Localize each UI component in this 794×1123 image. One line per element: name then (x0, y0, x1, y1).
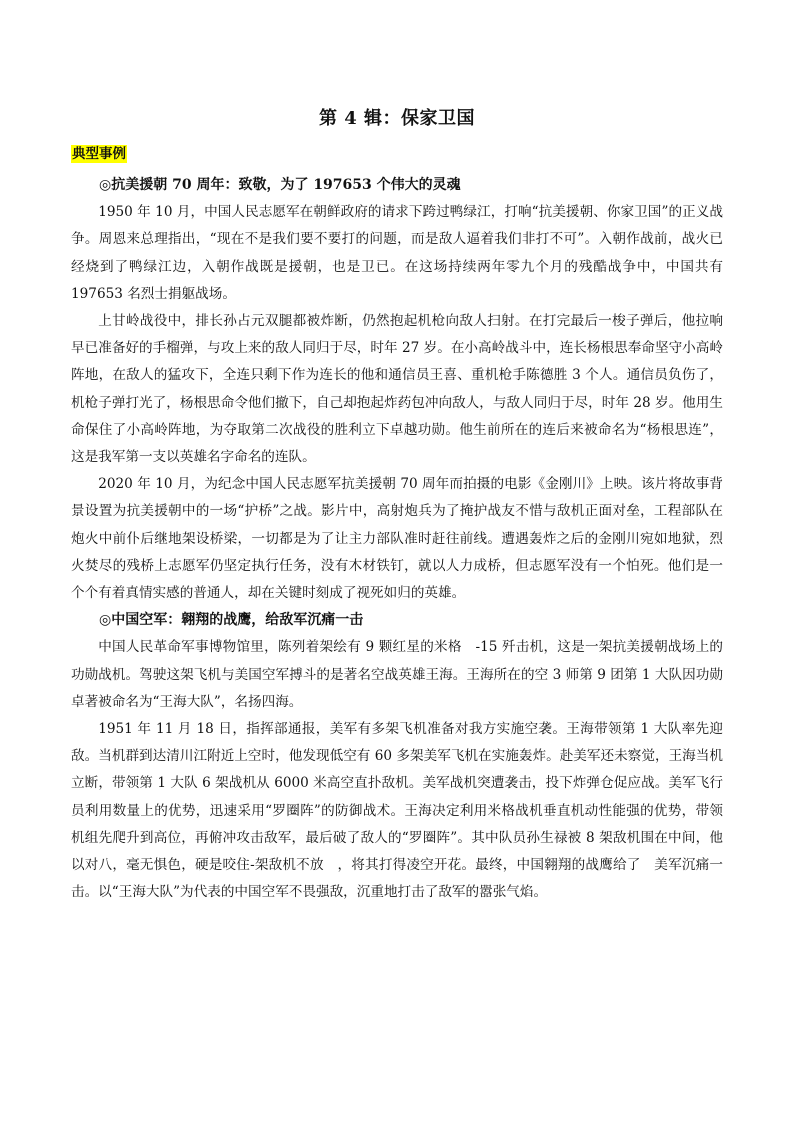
paragraph-5: 1951 年 11 月 18 日，指挥部通报，美军有多架飞机准备对我方实施空袭。王海带领第 1 大队率先迎敌。当机群到达清川江附近上空时，他发现低空有 60 多架美军飞机在实施轰炸。赴美军还未察觉，王海当机立断，带领第 1 大队 6 架战机从 6000 米高空直扑敌机。美军战机突遭袭击，投下炸弹仓促应战。美军飞行员利用数量上的优势，迅速采用“罗圈阵”的防御战术。王海决定利用米格战机垂直机动性能强的优势，带领机组先爬升到高位，再俯冲攻击敌军，最后破了敌人的“罗圈阵”。其中队员孙生禄被 8 架敌机围在中间，他以对八，毫无惧色，硬是咬住-架敌机不放 ，将其打得凌空开花。最终，中国翱翔的战鹰给了 美军沉痛一击。以“王海大队”为代表的中国空军不畏强敌，沉重地打击了敌军的嚣张气焰。 (71, 721, 723, 901)
paragraph-1: 1950 年 10 月，中国人民志愿军在朝鲜政府的请求下跨过鸭绿江，打响“抗美援朝、你家卫国”的正义战争。周恩来总理指出，“现在不是我们要不要打的问题，而是敌人逼着我们非打不可”。入朝作战前，战火已经烧到了鸭绿江边，入朝作战既是援朝，也是卫已。在这场持续两年零九个月的残酷战争中，中国共有 197653 名烈士捐躯战场。 (71, 204, 723, 302)
page-title: 第 4 辑：保家卫国 (318, 108, 476, 129)
section-heading-1: ◎抗美援朝 70 周年：致敬，为了 197653 个伟大的灵魂 (99, 177, 461, 193)
section-tag-highlight: 典型事例 (72, 146, 126, 162)
paragraph-4: 中国人民革命军事博物馆里，陈列着架绘有 9 颗红星的米格 -15 歼击机，这是一架抗美援朝战场上的功勋战机。驾驶这架飞机与美国空军搏斗的是著名空战英雄王海。王海所在的空 3 师第 9 团第 1 大队因功勋卓著被命名为“王海大队”，名扬四海。 (71, 639, 723, 710)
section-heading-2: ◎中国空军：翱翔的战鹰，给敌军沉痛一击 (99, 612, 364, 629)
paragraph-3: 2020 年 10 月，为纪念中国人民志愿军抗美援朝 70 周年而拍摄的电影《金刚川》上映。该片将故事背景设置为抗美援朝中的一场“护桥”之战。影片中，高射炮兵为了掩护战友不惜与敌机正面对垒，工程部队在炮火中前仆后继地架设桥梁，一切都是为了让主力部队准时赶往前线。遭遇轰炸之后的金刚川宛如地狱，烈火焚尽的残桥上志愿军仍坚定执行任务，没有木材铁钉，就以人力成桥，但志愿军没有一个怕死。他们是一个个有着真情实感的普通人，却在关键时刻成了视死如归的英雄。 (71, 476, 723, 602)
article-body (71, 172, 723, 906)
paragraph-2: 上甘岭战役中，排长孙占元双腿都被炸断，仍然抱起机枪向敌人扫射。在打完最后一梭子弹后，他拉响早已准备好的手榴弹，与攻上来的敌人同归于尽，时年 27 岁。在小高岭战斗中，连长杨根思奉命坚守小高岭阵地，在敌人的猛攻下，全连只剩下作为连长的他和通信员王喜、重机枪手陈德胜 3 个人。通信员负伤了，机枪子弹打光了，杨根思命令他们撤下，自己却抱起炸药包冲向敌人，与敌人同归于尽，时年 28 岁。他用生命保住了小高岭阵地，为夺取第二次战役的胜利立下卓越功勋。他生前所在的连后来被命名为“杨根思连”，这是我军第一支以英雄名字命名的连队。 (71, 313, 723, 466)
